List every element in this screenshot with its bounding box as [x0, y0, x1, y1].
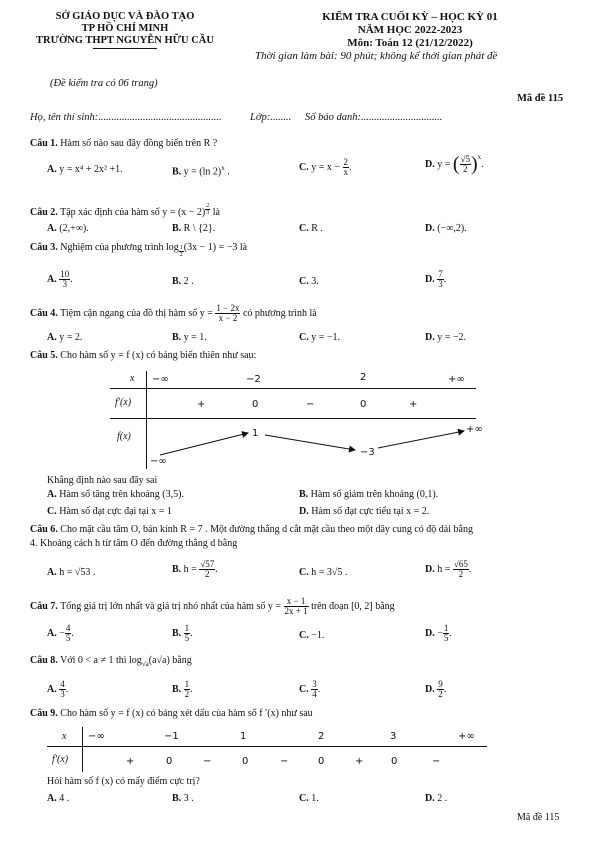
q6-option-c: C. h = 3√5 . — [299, 567, 348, 578]
q7-option-b: B. $\frac{1}{5}$ . — [172, 623, 193, 643]
q5-fp-label: f′(x) — [115, 397, 132, 408]
q5-prompt: Khẳng định nào sau đây sai — [47, 475, 158, 486]
q9-option-c: C. 1. — [299, 793, 319, 804]
q3-option-a: A. $\frac{10}{3}$ . — [47, 269, 73, 289]
q5-x-2: 2 — [360, 372, 367, 383]
q9-option-b: B. 3 . — [172, 793, 194, 804]
q5-f-2: −3 — [360, 447, 375, 458]
q8-option-b: B. $\frac{1}{2}$ . — [172, 679, 193, 699]
q1-option-a: A. y = x⁴ + 2x² +1. — [47, 164, 123, 175]
q2-option-c: C. R . — [299, 223, 323, 234]
q2-option-d: D. (−∞,2). — [425, 223, 467, 234]
q5-f-1: 1 — [252, 428, 259, 439]
exam-code: Mã đề 115 — [517, 93, 564, 104]
q3-option-d: D. $\frac{7}{3}$ . — [425, 269, 447, 289]
q2-option-a: A. (2,+∞). — [47, 223, 89, 234]
q6-option-d: D. h = $\frac{√65}{2}$ . — [425, 559, 472, 579]
q6-option-b: B. h = $\frac{√57}{2}$ . — [172, 559, 218, 579]
q9-x-5: +∞ — [458, 731, 475, 742]
question-6-line-2: 4. Khoảng cách h từ tâm O đến đường thẳng d bằng — [30, 538, 238, 549]
question-5: Câu 5. Cho hàm số y = f (x) có bảng biến thiên như sau: — [30, 350, 257, 361]
question-6: Câu 6. Cho mặt cầu tâm O, bán kính R = 7 . Một đường thẳng d cắt mặt cầu theo một dây cung có độ dài bằng — [30, 524, 473, 535]
question-2: Câu 2. Tập xác định của hàm số y = (x − 2) $^{\frac{2}{3}}$ là — [30, 203, 220, 219]
q9-x-4: 3 — [390, 731, 397, 742]
q8-option-c: C. $\frac{3}{4}$ . — [299, 679, 321, 699]
q4-option-b: B. y = 1. — [172, 332, 207, 343]
q3-option-b: B. 2 . — [172, 276, 194, 287]
q1-option-b: B. y = (ln 2)$^x$ . — [172, 164, 230, 178]
header-city: TP HỒ CHÍ MINH — [81, 23, 169, 34]
q5-f-label: f(x) — [117, 431, 131, 442]
q5-f-3: +∞ — [466, 424, 483, 435]
student-name-field: Họ, tên thí sinh:............................................... — [30, 112, 222, 123]
q9-x-0: −∞ — [88, 731, 105, 742]
q5-x-3: +∞ — [448, 374, 465, 385]
exam-title: KIỂM TRA CUỐI KỲ – HỌC KỲ 01 — [322, 11, 498, 23]
q9-sign-0: + — [126, 756, 135, 767]
q5-arrow-down — [265, 435, 355, 450]
q9-row-line — [47, 746, 487, 747]
q5-arrow-up-1 — [160, 433, 248, 455]
question-3: Câu 3. Nghiệm của phương trình log $_{\frac{1}{2}}$ (3x − 1) = −3 là — [30, 242, 248, 258]
exam-subject: Môn: Toán 12 (21/12/2022) — [347, 37, 473, 49]
q5-option-c: C. Hàm số đạt cực đại tại x = 1 — [47, 506, 172, 517]
q9-fp-label: f′(x) — [52, 754, 69, 765]
q5-arrow-up-2 — [378, 431, 464, 448]
q1-label: Câu 1. — [30, 138, 58, 149]
q5-x-0: −∞ — [152, 374, 169, 385]
q5-sign-1: 0 — [252, 399, 259, 410]
q4-option-c: C. y = −1. — [299, 332, 341, 343]
q5-option-b: B. Hàm số giảm trên khoảng (0,1). — [299, 489, 439, 500]
q1-option-c: C. y = x − $\frac{2}{x}$ . — [299, 157, 352, 177]
q9-x-3: 2 — [318, 731, 325, 742]
q9-option-a: A. 4 . — [47, 793, 70, 804]
q5-f-0: −∞ — [150, 456, 167, 467]
q9-sign-6: + — [355, 756, 364, 767]
q7-option-c: C. −1. — [299, 630, 325, 641]
q9-sign-2: − — [203, 756, 212, 767]
q5-option-d: D. Hàm số đạt cực tiểu tại x = 2. — [299, 506, 430, 517]
q5-x-1: −2 — [246, 374, 261, 385]
q9-sign-7: 0 — [391, 756, 398, 767]
exam-time: Thời gian làm bài: 90 phút; không kể thời gian phát đề — [255, 50, 498, 62]
header-dept: SỞ GIÁO DỤC VÀ ĐÀO TẠO — [55, 11, 195, 22]
question-4: Câu 4. Tiệm cận ngang của đồ thị hàm số y = $\frac{1 - 2x}{x - 2}$ có phương trình là — [30, 303, 317, 323]
q5-sign-4: + — [409, 399, 418, 410]
q5-sign-2: − — [306, 399, 315, 410]
q9-x-1: −1 — [164, 731, 179, 742]
q9-x-label: x — [62, 731, 67, 742]
student-class-field: Lớp:........ — [250, 112, 292, 123]
q6-option-a: A. h = √53 . — [47, 567, 96, 578]
q9-option-d: D. 2 . — [425, 793, 448, 804]
q9-x-2: 1 — [240, 731, 247, 742]
question-8: Câu 8. Với 0 < a ≠ 1 thì $\log_{√a}(a√a)$ bằng — [30, 655, 192, 668]
exam-year: NĂM HỌC 2022-2023 — [357, 24, 463, 36]
question-7: Câu 7. Tổng giá trị lớn nhất và giá trị nhỏ nhất của hàm số y = $\frac{x - 1}{2x + 1}$ trên đoạn [0, 2] bằng — [30, 596, 395, 616]
q8-option-d: D. $\frac{9}{2}$ . — [425, 679, 447, 699]
q9-col-line — [82, 727, 83, 772]
q7-option-d: D. − $\frac{1}{5}$ . — [425, 623, 452, 643]
q9-sign-5: 0 — [318, 756, 325, 767]
q3-option-c: C. 3. — [299, 276, 319, 287]
q5-sign-3: 0 — [360, 399, 367, 410]
q1-option-d: D. y = ( $\frac{√5}{2}$ )$^x$. — [425, 153, 484, 175]
q5-option-a: A. Hàm số tăng trên khoảng (3,5). — [47, 489, 184, 500]
q9-sign-1: 0 — [166, 756, 173, 767]
q8-option-a: A. $\frac{4}{3}$ . — [47, 679, 69, 699]
q4-option-d: D. y = −2. — [425, 332, 467, 343]
q7-option-a: A. − $\frac{4}{5}$ . — [47, 623, 74, 643]
student-number-field: Số báo danh:............................... — [305, 112, 443, 123]
q9-prompt: Hỏi hàm số f (x) có mấy điểm cực trị? — [47, 776, 200, 787]
header-school: TRƯỜNG THPT NGUYỄN HỮU CẦU — [36, 35, 214, 46]
pages-note: (Đề kiểm tra có 06 trang) — [50, 78, 158, 89]
q4-option-a: A. y = 2. — [47, 332, 83, 343]
q9-sign-4: − — [280, 756, 289, 767]
q5-sign-0: + — [197, 399, 206, 410]
q9-sign-3: 0 — [242, 756, 249, 767]
q2-option-b: B. R \ {2}. — [172, 223, 216, 234]
q9-sign-8: − — [432, 756, 441, 767]
q5-x-label: x — [130, 373, 135, 384]
q1-text: Hàm số nào sau đây đồng biến trên R ? — [57, 138, 218, 149]
question-9: Câu 9. Cho hàm số y = f (x) có bảng xét dấu của hàm số f ′(x) như sau — [30, 708, 313, 719]
footer-code: Mã đề 115 — [517, 812, 560, 823]
